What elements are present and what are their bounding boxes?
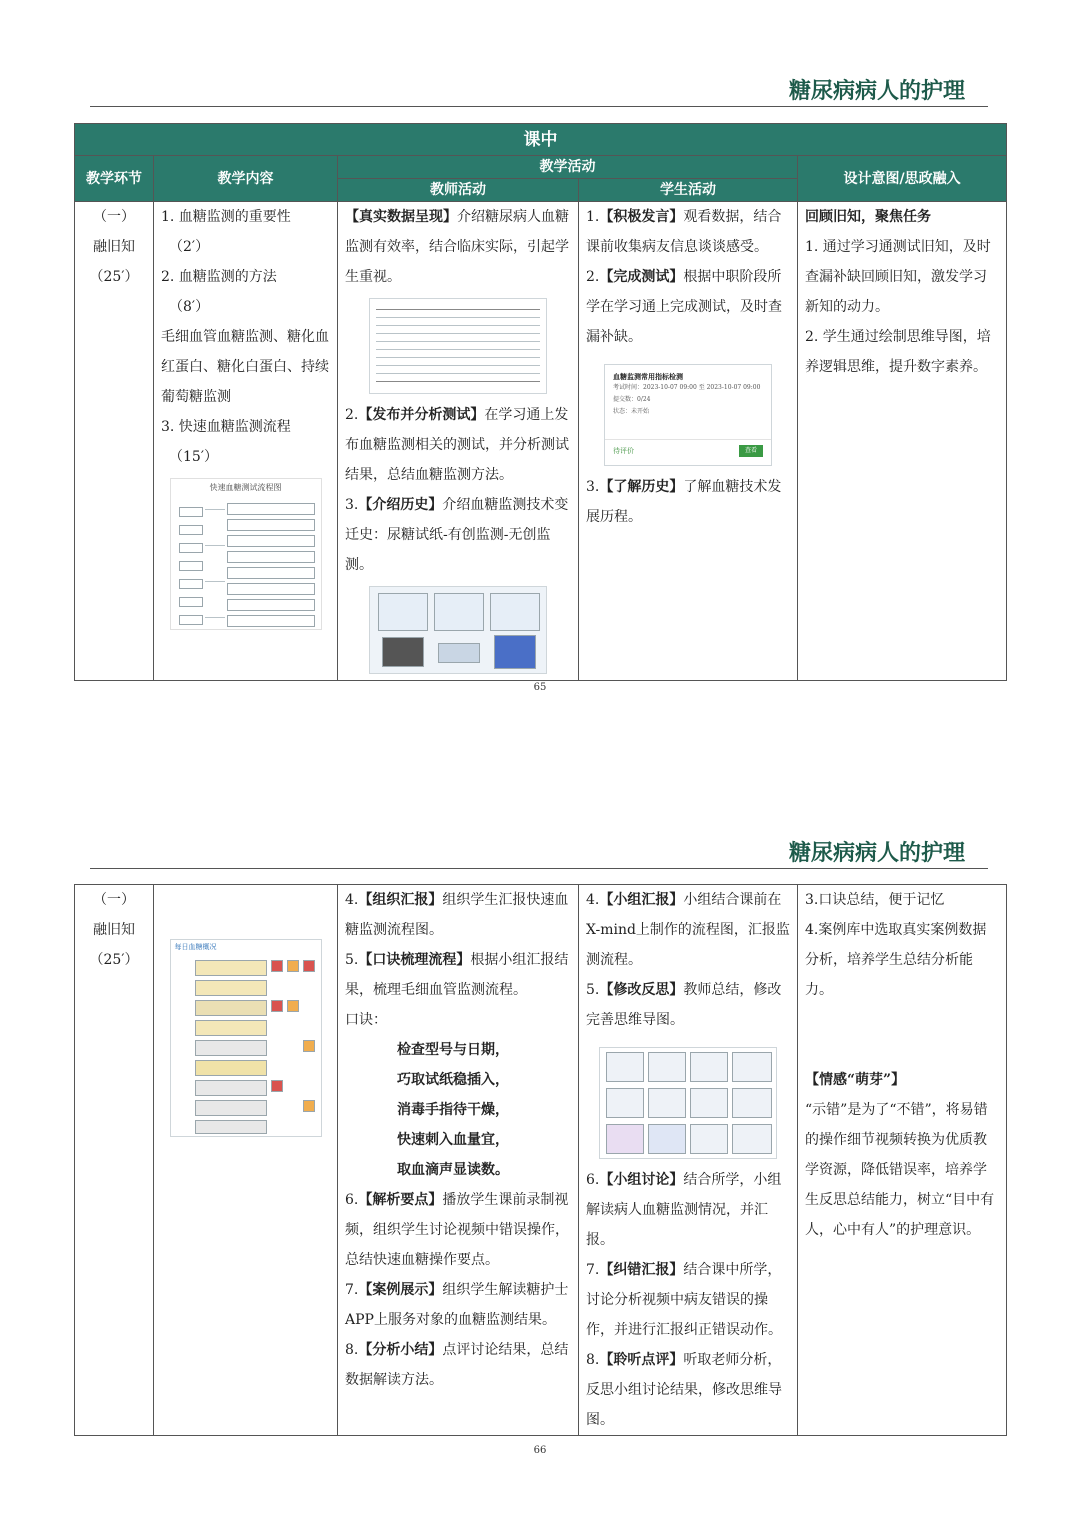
page-title: 糖尿病病人的护理 — [788, 841, 965, 866]
activity-text: 教师总结，修改完善思维导图。 — [586, 982, 782, 1028]
content-time: （8′） — [169, 299, 210, 315]
content-cell — [154, 885, 338, 1436]
activity-text: 根据中职阶段所学在学习通上完成测试，及时查漏补缺。 — [586, 269, 782, 345]
activity-tag: 【分析小结】 — [358, 1342, 443, 1358]
mnemonic-line: 消毒手指待干燥， — [397, 1102, 509, 1118]
glucose-chart-image — [170, 939, 322, 1137]
page-number: 65 — [533, 682, 547, 693]
header-rule — [90, 106, 988, 107]
content-item: 1. 血糖监测的重要性 — [161, 209, 291, 225]
design-title: 【情感“萌芽”】 — [805, 1072, 906, 1088]
header-rule — [90, 868, 988, 869]
design-item: 1. 通过学习通测试旧知，及时查漏补缺回顾旧知，激发学习新知的动力。 — [805, 239, 991, 315]
activity-number: 2. — [586, 269, 600, 285]
operation-steps-image — [599, 1047, 777, 1159]
activity-number: 8. — [345, 1342, 359, 1358]
activity-tag: 【了解历史】 — [599, 479, 684, 495]
content-cell — [154, 202, 338, 681]
flowchart-image — [170, 478, 322, 630]
stage-number: （一） — [93, 892, 135, 908]
design-cell — [798, 202, 1007, 681]
design-item: 4.案例库中选取真实案例数据分析，培养学生总结分析能力。 — [805, 922, 987, 998]
content-detail: 毛细血管血糖监测、糖化血红蛋白、糖化白蛋白、持续葡萄糖监测 — [161, 329, 329, 405]
activity-number: 4. — [586, 892, 600, 908]
col-design-header: 设计意图/思政融入 — [798, 156, 1007, 202]
mnemonic-label: 口诀： — [345, 1012, 387, 1028]
activity-tag: 【完成测试】 — [599, 269, 684, 285]
stage-cell — [75, 885, 154, 1436]
activity-tag: 【组织汇报】 — [358, 892, 443, 908]
glucose-chart-caption: 每日血糖概况 — [174, 943, 217, 951]
col-content-header: 教学内容 — [154, 156, 338, 202]
activity-text: 结合课中所学，讨论分析视频中病友错误的操作，并进行汇报纠正错误动作。 — [586, 1262, 782, 1338]
student-cell — [579, 202, 798, 681]
activity-tag: 【积极发言】 — [599, 209, 684, 225]
mnemonic-line: 检查型号与日期， — [397, 1042, 509, 1058]
quiz-title: 血糖监测常用指标检测 — [613, 372, 683, 381]
activity-number: 7. — [586, 1262, 600, 1278]
activity-tag: 【介绍历史】 — [358, 497, 443, 513]
flowchart-title: 快速血糖测试流程图 — [209, 483, 282, 492]
activity-text: 听取老师分析，反思小组讨论结果，修改思维导图。 — [586, 1352, 782, 1428]
activity-number: 3. — [586, 479, 600, 495]
page-number: 66 — [533, 1445, 547, 1456]
activity-tag: 【小组讨论】 — [599, 1172, 684, 1188]
design-title: 回顾旧知，聚焦任务 — [805, 209, 931, 225]
quiz-card-image — [604, 364, 772, 466]
col-activity-header: 教学活动 — [338, 156, 798, 179]
mnemonic-line: 巧取试纸稳插入， — [397, 1072, 509, 1088]
design-item: “示错”是为了“不错”，将易错的操作细节视频转换为优质教学资源，降低错误率，培养学生反思总结能力，树立“目中有人，心中有人”的护理意识。 — [805, 1102, 995, 1238]
design-cell — [798, 885, 1007, 1436]
activity-tag: 【发布并分析测试】 — [358, 407, 485, 423]
content-item: 2. 血糖监测的方法 — [161, 269, 277, 285]
activity-number: 2. — [345, 407, 359, 423]
col-stage-header: 教学环节 — [75, 156, 154, 202]
content-item: 3. 快速血糖监测流程 — [161, 419, 291, 435]
data-table-image — [369, 298, 547, 394]
activity-tag: 【解析要点】 — [358, 1192, 443, 1208]
teacher-cell — [338, 885, 579, 1436]
quiz-time: 考试时间：2023-10-07 09:00 至 2023-10-07 09:00 — [613, 384, 761, 391]
history-image — [369, 586, 547, 674]
activity-text: 在学习通上发布血糖监测相关的测试，并分析测试结果，总结血糖监测方法。 — [345, 407, 569, 483]
activity-text: 介绍血糖监测技术变迁史：尿糖试纸-有创监测-无创监测。 — [345, 497, 569, 573]
activity-number: 3. — [345, 497, 359, 513]
design-item: 2. 学生通过绘制思维导图，培养逻辑思维，提升数字素养。 — [805, 329, 991, 375]
activity-text: 点评讨论结果，总结数据解读方法。 — [345, 1342, 569, 1388]
section-header: 课中 — [75, 124, 1007, 156]
activity-number: 7. — [345, 1282, 359, 1298]
lesson-table-page1 — [74, 123, 1007, 681]
teacher-cell — [338, 202, 579, 681]
activity-text: 观看数据，结合课前收集病友信息谈谈感受。 — [586, 209, 782, 255]
activity-text: 了解血糖技术发展历程。 — [586, 479, 782, 525]
activity-tag: 【口诀梳理流程】 — [358, 952, 471, 968]
activity-text: 结合所学，小组解读病人血糖监测情况，并汇报。 — [586, 1172, 782, 1248]
activity-text: 根据小组汇报结果，梳理毛细血管监测流程。 — [345, 952, 569, 998]
activity-tag: 【案例展示】 — [358, 1282, 443, 1298]
stage-time: （25′） — [89, 952, 139, 968]
quiz-state: 状态：未开始 — [613, 408, 650, 415]
content-time: （2′） — [169, 239, 210, 255]
stage-name: 融旧知 — [93, 922, 135, 938]
activity-text: 小组结合课前在X-mind上制作的流程图，汇报监测流程。 — [586, 892, 790, 968]
activity-text: 介绍糖尿病人血糖监测有效率，结合临床实际，引起学生重视。 — [345, 209, 569, 285]
activity-tag: 【真实数据呈现】 — [345, 209, 457, 225]
activity-tag: 【聆听点评】 — [599, 1352, 684, 1368]
quiz-count: 提交数：0/24 — [613, 396, 651, 403]
mnemonic-line: 取血滴声显读数。 — [397, 1162, 509, 1178]
activity-tag: 【修改反思】 — [599, 982, 684, 998]
activity-text: 组织学生解读糖护士APP上服务对象的血糖监测结果。 — [345, 1282, 569, 1328]
activity-number: 6. — [586, 1172, 600, 1188]
activity-text: 组织学生汇报快速血糖监测流程图。 — [345, 892, 569, 938]
quiz-pending: 待评价 — [613, 447, 634, 455]
activity-number: 4. — [345, 892, 359, 908]
stage-cell — [75, 202, 154, 681]
activity-number: 5. — [586, 982, 600, 998]
stage-number: （一） — [93, 209, 135, 225]
lesson-table-page2 — [74, 884, 1007, 1436]
stage-name: 融旧知 — [93, 239, 135, 255]
content-time: （15′） — [169, 449, 218, 465]
activity-tag: 【纠错汇报】 — [599, 1262, 684, 1278]
activity-number: 6. — [345, 1192, 359, 1208]
col-teacher-header: 教师活动 — [338, 179, 579, 202]
quiz-view-button[interactable]: 查看 — [739, 445, 763, 457]
col-student-header: 学生活动 — [579, 179, 798, 202]
stage-time: （25′） — [89, 269, 139, 285]
activity-number: 1. — [586, 209, 600, 225]
activity-number: 5. — [345, 952, 359, 968]
design-item: 3.口诀总结，便于记忆 — [805, 892, 945, 908]
activity-text: 播放学生课前录制视频，组织学生讨论视频中错误操作，总结快速血糖操作要点。 — [345, 1192, 569, 1268]
activity-tag: 【小组汇报】 — [599, 892, 684, 908]
activity-number: 8. — [586, 1352, 600, 1368]
mnemonic-line: 快速刺入血量宜， — [397, 1132, 509, 1148]
page-title: 糖尿病病人的护理 — [788, 79, 965, 104]
student-cell — [579, 885, 798, 1436]
